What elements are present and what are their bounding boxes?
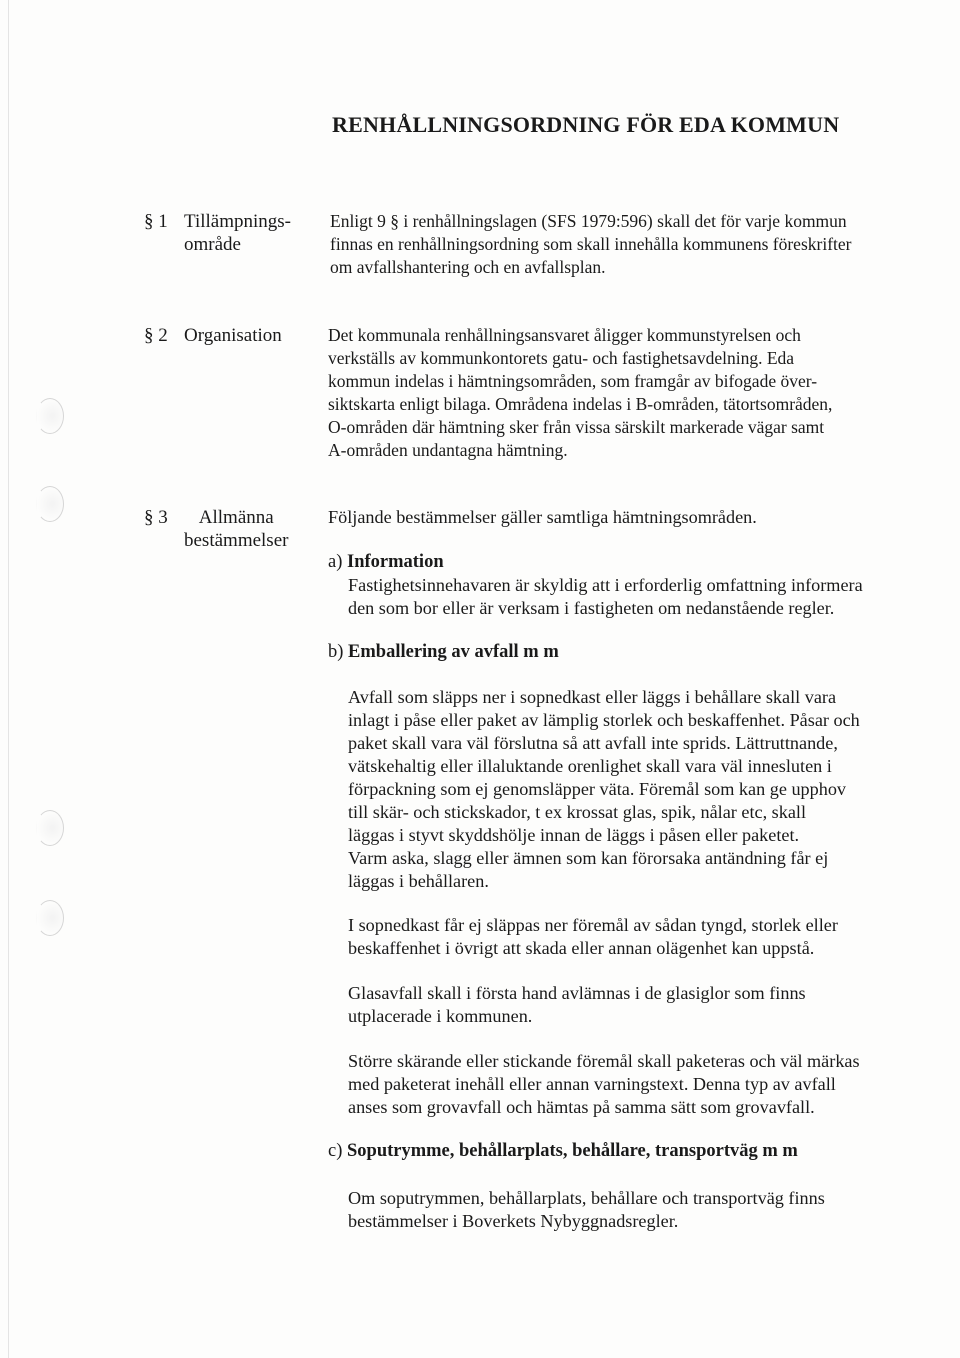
section-3-label bbox=[144, 506, 288, 552]
section-name: Organisation bbox=[184, 325, 282, 346]
subsection-b-heading: b) Emballering av avfall m m bbox=[328, 642, 559, 662]
subsection-b-paragraph: Större skärande eller stickande föremål skall paketeras och väl märkas med paketerat inehåll eller annan varningstext. Denna typ av avfall anses som grovavfall och hämtas på samma sätt som grovavfall. bbox=[348, 1051, 860, 1117]
scan-edge-line bbox=[8, 0, 9, 1358]
subsection-b-paragraph: Avfall som släpps ner i sopnedkast eller läggs i behållare skall vara inlagt i påse eller paket av lämplig storlek och beskaffenhet. Påsar och paket skall vara väl förslutna så att avfall inte sprids. Lättruttnande, vätskehaltig eller illaluktande orenlighet skall vara väl innesluten i förpackning som ej genomsläpper väta. Föremål som kan ge upphov till skär- och stickskador, t ex krossat glas, spik, nålar etc, skall läggas i styvt skyddshölje innan de läggs i påsen eller paketet. Varm aska, slagg eller ämnen som kan förorsaka antändning får ej läggas i behållaren. bbox=[348, 687, 860, 891]
punch-hole-mark bbox=[36, 486, 64, 522]
section-1-text: Enligt 9 § i renhållningslagen (SFS 1979:596) skall det för varje kommun finnas en renhållningsordning som skall innehålla kommunens föreskrifter om avfallshantering och en avfallsplan. bbox=[330, 211, 852, 277]
section-number: § 1 bbox=[144, 211, 168, 232]
punch-hole-mark bbox=[36, 900, 64, 936]
subsection-a-heading: a) Information bbox=[328, 552, 444, 572]
subsection-b-paragraph: Glasavfall skall i första hand avlämnas i de glasiglor som finns utplacerade i kommunen. bbox=[348, 983, 806, 1026]
subsection-c-text: Om soputrymmen, behållarplats, behållare och transportväg finns bestämmelser i Boverkets Nybyggnadsregler. bbox=[348, 1188, 825, 1231]
section-number: § 3 bbox=[144, 507, 168, 528]
section-name: Tillämpnings- område bbox=[184, 211, 291, 255]
punch-hole-mark bbox=[36, 398, 64, 434]
punch-hole-mark bbox=[36, 810, 64, 846]
section-3-intro: Följande bestämmelser gäller samtliga hämtningsområden. bbox=[328, 507, 757, 527]
section-name: Allmänna bestämmelser bbox=[184, 507, 289, 551]
section-1-label bbox=[144, 210, 291, 256]
document-title: RENHÅLLNINGSORDNING FÖR EDA KOMMUN bbox=[332, 112, 840, 137]
section-2-label bbox=[144, 324, 282, 347]
section-number: § 2 bbox=[144, 325, 168, 346]
subsection-c-heading: c) Soputrymme, behållarplats, behållare, transportväg m m bbox=[328, 1141, 798, 1161]
subsection-b-paragraph: I sopnedkast får ej släppas ner föremål av sådan tyngd, storlek eller beskaffenhet i övrigt att skada eller annan olägenhet kan uppstå. bbox=[348, 915, 838, 958]
subsection-a-text: Fastighetsinnehavaren är skyldig att i erforderlig omfattning informera den som bor eller är verksam i fastigheten om nedanstående regler. bbox=[348, 575, 863, 618]
section-2-text: Det kommunala renhållningsansvaret åligger kommunstyrelsen och verkställs av kommunkontorets gatu- och fastighetsavdelning. Eda kommun indelas i hämtningsområden, som framgår av bifogade över- siktskarta enligt bilaga. Områdena indelas i B-områden, tätortsområden, O-områden där hämtning sker från vissa särskilt markerade vägar samt A-områden undantagna hämtning. bbox=[328, 325, 833, 460]
